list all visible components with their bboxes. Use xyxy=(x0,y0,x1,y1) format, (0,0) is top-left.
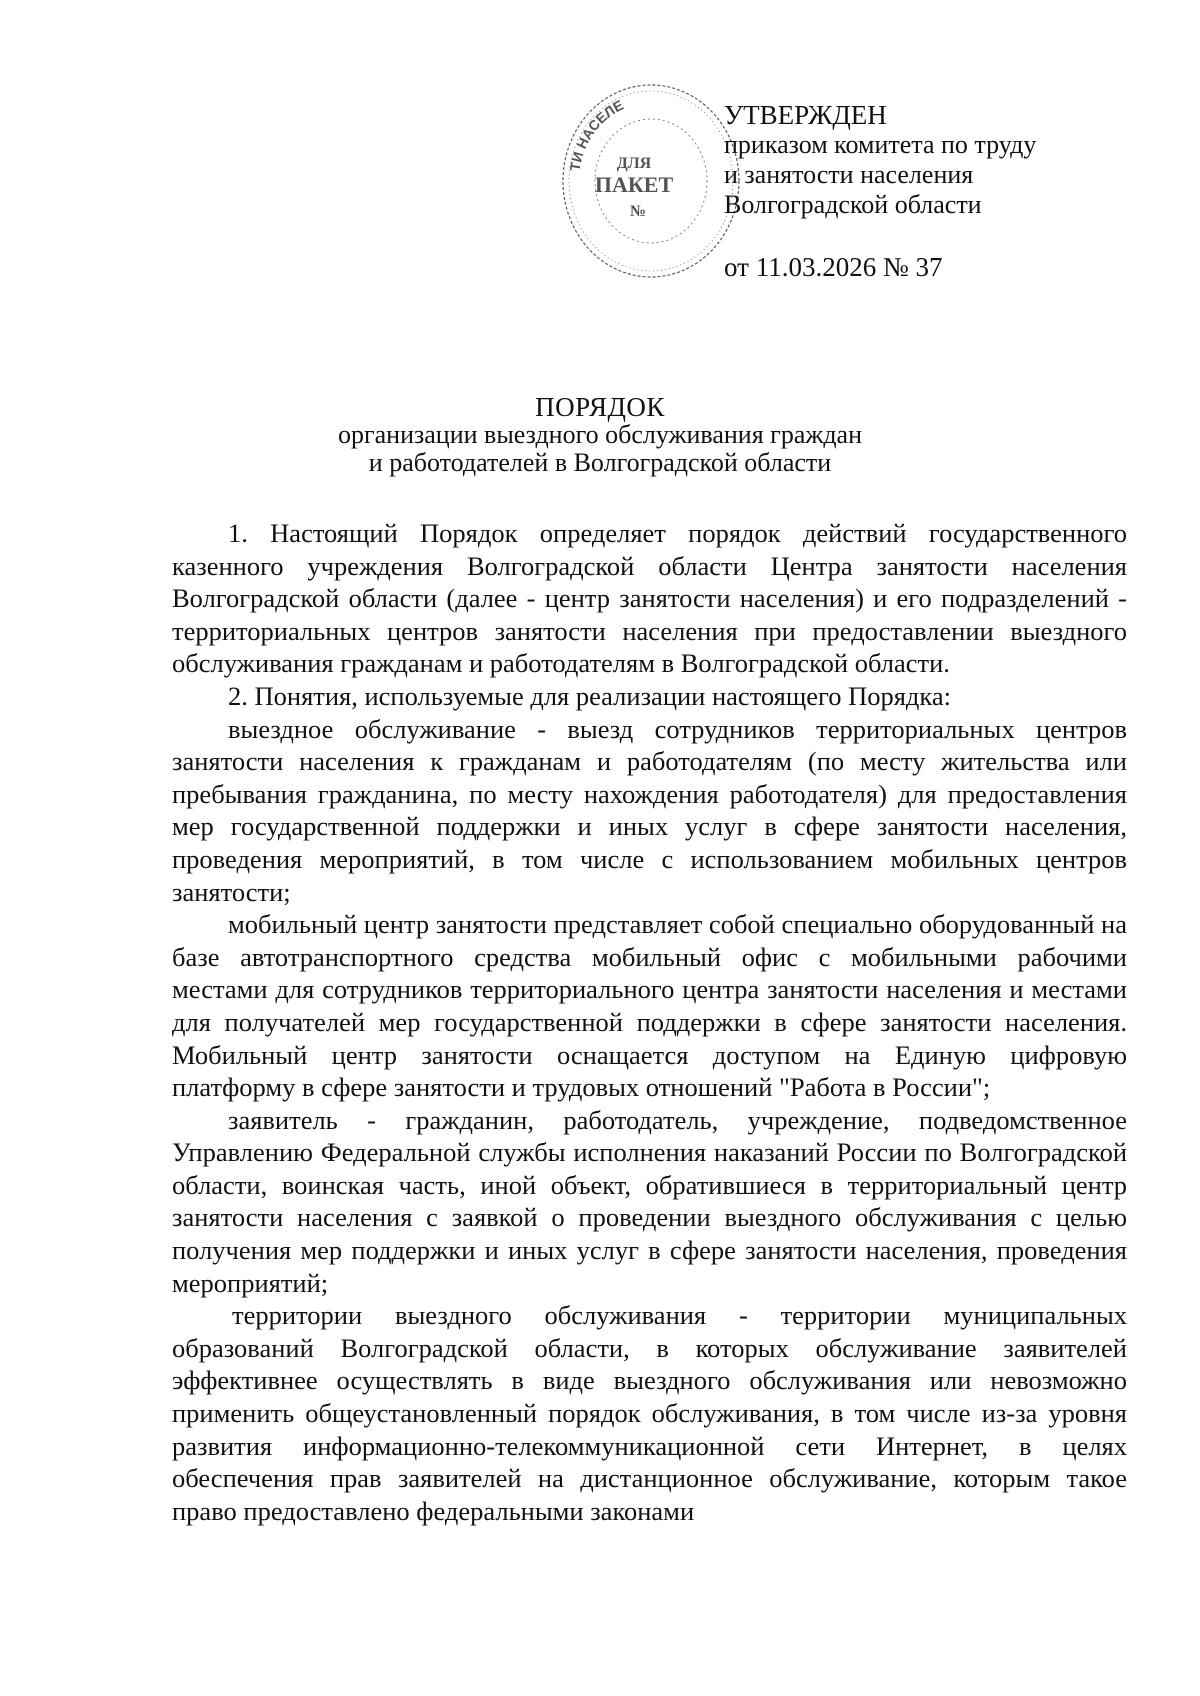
stamp-center-line1: ДЛЯ xyxy=(616,155,652,172)
title-main: ПОРЯДОК xyxy=(535,392,665,422)
paragraph-5: заявитель - гражданин, работодатель, учреждение, подведомственное Управлению Федеральной службы исполнения наказаний России по Волгоградской области, воинская часть, иной объект, обратившиеся в территориальный центр занятости населения с заявкой о проведении выездного обслуживания с целью получения мер поддержки и иных услуг в сфере занятости населения, проведения мероприятий; xyxy=(172,1104,1127,1298)
document-body xyxy=(172,517,1127,1527)
official-stamp xyxy=(556,76,746,286)
stamp-center-line3: № xyxy=(629,203,647,220)
stamp-ring-text: ТИ НАСЕЛЕ xyxy=(566,96,626,173)
paragraph-3: выездное обслуживание - выезд сотрудников территориальных центров занятости населения к гражданам и работодателям (по месту жительства или пребывания гражданина, по месту нахождения работодателя) для предоставления мер государственной поддержки и иных услуг в сфере занятости населения, проведения мероприятий, в том числе с использованием мобильных центров занятости; xyxy=(172,713,1127,907)
approval-line-3: Волгоградской области xyxy=(724,190,982,219)
approval-line-2: и занятости населения xyxy=(724,160,974,189)
approval-line-1: приказом комитета по труду xyxy=(724,130,1037,159)
approved-heading: УТВЕРЖДЕН xyxy=(724,100,887,130)
paragraph-2: 2. Понятия, используемые для реализации настоящего Порядка: xyxy=(228,680,952,711)
paragraph-6: территории выездного обслуживания - территории муниципальных образований Волгоградской области, в которых обслуживание заявителей эффективнее осуществлять в виде выездного обслуживания или невозможно применить общеустановленный порядок обслуживания, в том числе из-за уровня развития информационно-телекоммуникационной сети Интернет, в целях обеспечения прав заявителей на дистанционное обслуживание, которым такое право предоставлено федеральными законами xyxy=(172,1300,1127,1526)
stamp-center-line2: ПАКЕТ xyxy=(594,172,674,197)
title-subtitle-line-1: организации выездного обслуживания граждан xyxy=(337,420,863,449)
order-number-date: от 11.03.2026 № 37 xyxy=(724,252,943,282)
stamp-seal-graphic xyxy=(556,76,746,286)
paragraph-4: мобильный центр занятости представляет собой специально оборудованный на базе автотранспортного средства мобильный офис с мобильными рабочими местами для сотрудников территориального центра занятости населения и местами для получателей мер государственной поддержки в сфере занятости населения. Мобильный центр занятости оснащается доступом на Единую цифровую платформу в сфере занятости и трудовых отношений "Работа в России"; xyxy=(172,909,1127,1103)
title-subtitle-line-2: и работодателей в Волгоградской области xyxy=(368,448,832,477)
document-title xyxy=(0,393,1200,477)
paragraph-1: 1. Настоящий Порядок определяет порядок действий государственного казенного учреждения Волгоградской области Центра занятости населения Волгоградской области (далее - центр занятости населения) и его подразделений - территориальных центров занятости населения при предоставлении выездного обслуживания гражданам и работодателям в Волгоградской области. xyxy=(172,518,1127,679)
approval-block xyxy=(724,100,1104,282)
